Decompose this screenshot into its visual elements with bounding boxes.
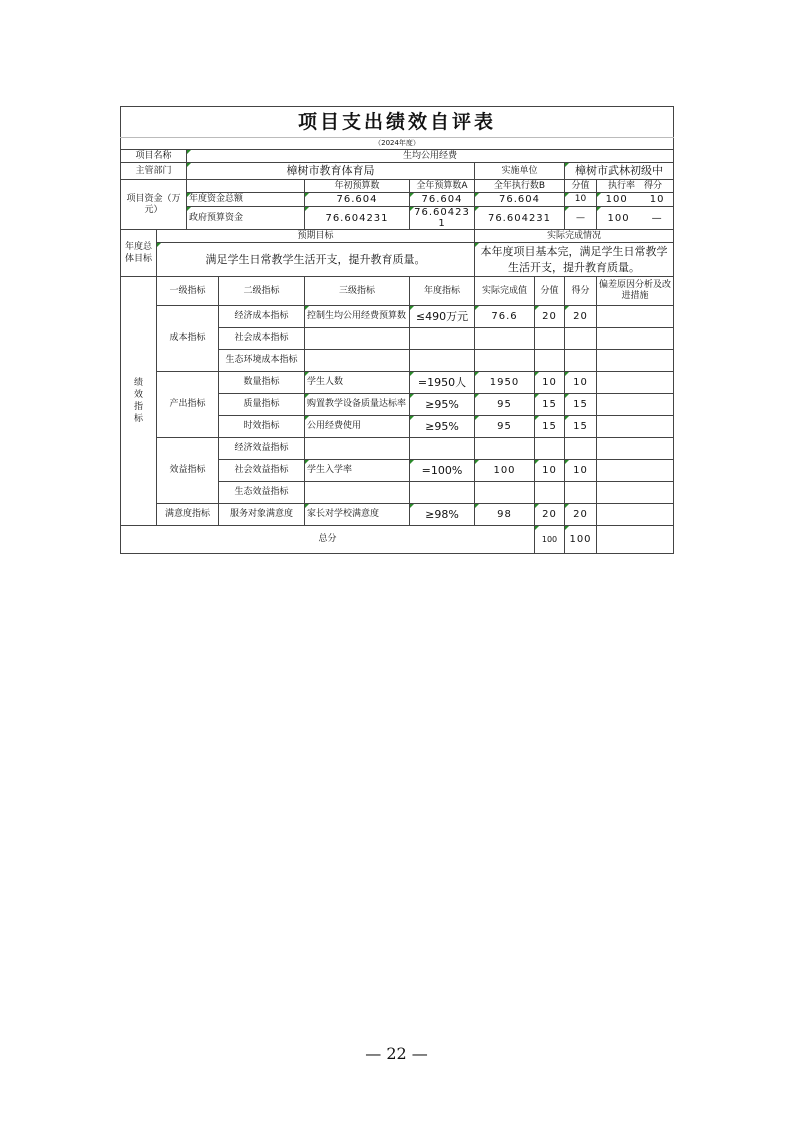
perf-h-got: 得分: [565, 277, 597, 306]
perf-out-time-target: ≥95%: [410, 416, 475, 438]
perf-out-qty-score: 10: [535, 372, 565, 394]
perf-cost-econ-reason: [597, 306, 674, 328]
funds-total-rate: 100: [605, 194, 628, 205]
year-label: （2024年度）: [121, 138, 674, 150]
funds-total-initial: 76.604: [305, 193, 410, 207]
perf-sat-service: 服务对象满意度: [219, 504, 305, 526]
page-title: 项目支出绩效自评表: [121, 107, 674, 138]
empty-cell: [597, 328, 674, 350]
funds-total-got: 10: [649, 194, 665, 205]
empty-cell: [597, 438, 674, 460]
funds-total-full: 76.604: [410, 193, 475, 207]
empty-cell: [305, 350, 410, 372]
funds-gov-label: 政府预算资金: [187, 207, 305, 230]
perf-out-qual-score: 15: [535, 394, 565, 416]
funds-label: 项目资金（万元）: [121, 180, 187, 230]
perf-ben-econ: 经济效益指标: [219, 438, 305, 460]
perf-sat-item: 家长对学校满意度: [305, 504, 410, 526]
perf-ben-social-item: 学生入学率: [305, 460, 410, 482]
perf-cost-econ-got: 20: [565, 306, 597, 328]
funds-header-rate: 执行率: [608, 180, 636, 191]
total-score: 100: [535, 526, 565, 554]
empty-cell: [410, 438, 475, 460]
impl-label: 实施单位: [475, 163, 565, 180]
funds-gov-exec: 76.604231: [475, 207, 565, 230]
empty-cell: [475, 328, 535, 350]
goals-actual: 本年度项目基本完，满足学生日常教学生活开支，提升教育质量。: [475, 243, 674, 277]
perf-cost-social: 社会成本指标: [219, 328, 305, 350]
funds-gov-full: 76.604231: [410, 207, 475, 230]
perf-h-score: 分值: [535, 277, 565, 306]
empty-cell: [597, 460, 674, 482]
perf-out-qual-item: 购置教学设备质量达标率: [305, 394, 410, 416]
funds-header-score: 分值: [565, 180, 597, 193]
empty-cell: [410, 328, 475, 350]
empty-cell: [565, 350, 597, 372]
empty-cell: [535, 482, 565, 504]
perf-out-qual: 质量指标: [219, 394, 305, 416]
funds-total-rate-got: [597, 193, 674, 207]
empty-cell: [565, 438, 597, 460]
total-label: 总分: [121, 526, 535, 554]
perf-h1: 一级指标: [157, 277, 219, 306]
perf-out-qty-got: 10: [565, 372, 597, 394]
funds-empty: [187, 180, 305, 193]
perf-cost: 成本指标: [157, 306, 219, 372]
perf-out-time: 时效指标: [219, 416, 305, 438]
perf-cost-eco: 生态环境成本指标: [219, 350, 305, 372]
funds-gov-rate-got: [597, 207, 674, 230]
empty-cell: [535, 328, 565, 350]
empty-cell: [597, 350, 674, 372]
perf-cost-econ: 经济成本指标: [219, 306, 305, 328]
perf-label: 绩效指标: [121, 277, 157, 526]
empty-cell: [410, 350, 475, 372]
project-name-value: 生均公用经费: [187, 150, 674, 163]
empty-cell: [410, 482, 475, 504]
perf-benefit: 效益指标: [157, 438, 219, 504]
empty-cell: [475, 350, 535, 372]
perf-out-qty: 数量指标: [219, 372, 305, 394]
perf-ben-social-score: 10: [535, 460, 565, 482]
perf-h-reason: 偏差原因分析及改进措施: [597, 277, 674, 306]
perf-h-actual: 实际完成值: [475, 277, 535, 306]
perf-out-time-actual: 95: [475, 416, 535, 438]
perf-out-qty-actual: 1950: [475, 372, 535, 394]
empty-cell: [475, 438, 535, 460]
funds-gov-score: —: [565, 207, 597, 230]
empty-cell: [597, 416, 674, 438]
perf-out-qty-target: =1950人: [410, 372, 475, 394]
perf-h3: 三级指标: [305, 277, 410, 306]
funds-header-exec: 全年执行数B: [475, 180, 565, 193]
empty-cell: [305, 328, 410, 350]
perf-ben-social-got: 10: [565, 460, 597, 482]
funds-gov-rate: 100: [607, 212, 630, 224]
perf-out-qty-item: 学生人数: [305, 372, 410, 394]
perf-ben-eco: 生态效益指标: [219, 482, 305, 504]
funds-header-initial: 年初预算数: [305, 180, 410, 193]
perf-ben-social-target: =100%: [410, 460, 475, 482]
perf-cost-econ-score: 20: [535, 306, 565, 328]
goals-label: 年度总体目标: [121, 230, 157, 277]
evaluation-table: [120, 106, 674, 554]
perf-out-qual-got: 15: [565, 394, 597, 416]
empty-cell: [535, 350, 565, 372]
empty-cell: [565, 482, 597, 504]
perf-sat-got: 20: [565, 504, 597, 526]
perf-out-qual-target: ≥95%: [410, 394, 475, 416]
funds-total-exec: 76.604: [475, 193, 565, 207]
total-got: 100: [565, 526, 597, 554]
empty-cell: [597, 372, 674, 394]
perf-out-time-got: 15: [565, 416, 597, 438]
perf-ben-social: 社会效益指标: [219, 460, 305, 482]
perf-cost-econ-target: ≤490万元: [410, 306, 475, 328]
perf-h-target: 年度指标: [410, 277, 475, 306]
perf-ben-social-actual: 100: [475, 460, 535, 482]
funds-header-rate-got: [597, 180, 674, 193]
perf-out-time-item: 公用经费使用: [305, 416, 410, 438]
goals-expected-header: 预期目标: [157, 230, 475, 243]
impl-value: 樟树市武林初级中: [565, 163, 674, 180]
funds-gov-got: —: [651, 212, 663, 224]
perf-sat-score: 20: [535, 504, 565, 526]
funds-header-got: 得分: [644, 180, 663, 191]
dept-label: 主管部门: [121, 163, 187, 180]
dept-value: 樟树市教育体育局: [187, 163, 475, 180]
perf-sat-actual: 98: [475, 504, 535, 526]
page-number: — 22 —: [365, 1044, 428, 1063]
perf-output: 产出指标: [157, 372, 219, 438]
empty-cell: [305, 438, 410, 460]
empty-cell: [597, 504, 674, 526]
perf-cost-econ-actual: 76.6: [475, 306, 535, 328]
empty-cell: [565, 328, 597, 350]
empty-cell: [305, 482, 410, 504]
funds-total-score: 10: [565, 193, 597, 207]
evaluation-sheet: [120, 106, 673, 554]
perf-out-qual-actual: 95: [475, 394, 535, 416]
funds-gov-initial: 76.604231: [305, 207, 410, 230]
empty-cell: [597, 482, 674, 504]
empty-cell: [475, 482, 535, 504]
funds-total-label: 年度资金总额: [187, 193, 305, 207]
perf-h2: 二级指标: [219, 277, 305, 306]
perf-out-time-score: 15: [535, 416, 565, 438]
perf-sat-target: ≥98%: [410, 504, 475, 526]
perf-satisfaction: 满意度指标: [157, 504, 219, 526]
goals-expected: 满足学生日常教学生活开支，提升教育质量。: [157, 243, 475, 277]
empty-cell: [597, 526, 674, 554]
empty-cell: [597, 394, 674, 416]
perf-cost-econ-item: 控制生均公用经费预算数: [305, 306, 410, 328]
project-name-label: 项目名称: [121, 150, 187, 163]
goals-actual-header: 实际完成情况: [475, 230, 674, 243]
empty-cell: [535, 438, 565, 460]
funds-header-full: 全年预算数A: [410, 180, 475, 193]
